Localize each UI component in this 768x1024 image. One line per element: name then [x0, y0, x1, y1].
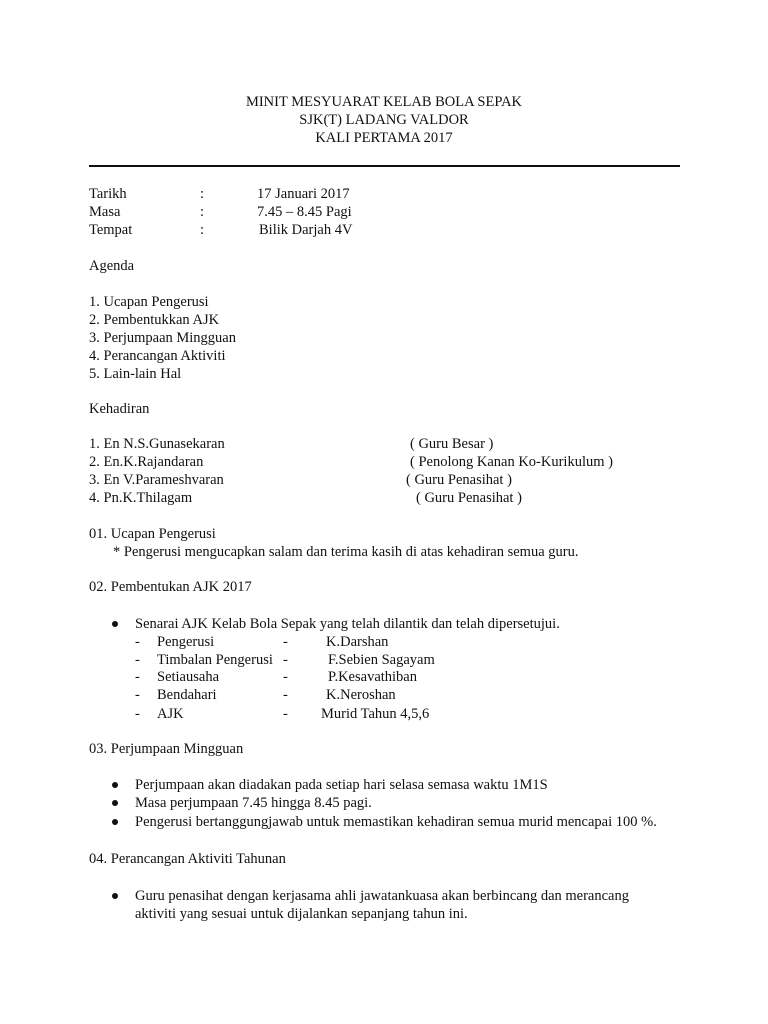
- info-sep-tarikh: :: [200, 186, 205, 202]
- info-value-tempat: Bilik Darjah 4V: [259, 222, 353, 238]
- member-role: AJK: [157, 706, 184, 722]
- attendee-role: ( Guru Besar ): [410, 436, 494, 452]
- info-value-masa: 7.45 – 8.45 Pagi: [257, 204, 352, 220]
- info-label-masa: Masa: [89, 204, 121, 220]
- member-sep: -: [283, 706, 288, 722]
- attendee-name: 1. En N.S.Gunasekaran: [89, 436, 225, 452]
- section-01-text: * Pengerusi mengucapkan salam dan terima kasih di atas kehadiran semua guru.: [113, 544, 579, 560]
- agenda-item: 5. Lain-lain Hal: [89, 366, 182, 382]
- section-04-bullet-line1: Guru penasihat dengan kerjasama ahli jawatankuasa akan berbincang dan merancang: [135, 888, 629, 904]
- section-04-bullet-line2: aktiviti yang sesuai untuk dijalankan sepanjang tahun ini.: [135, 906, 468, 922]
- info-sep-tempat: :: [200, 222, 205, 238]
- member-name: F.Sebien Sagayam: [328, 652, 435, 668]
- info-label-tempat: Tempat: [89, 222, 133, 238]
- section-01-heading: 01. Ucapan Pengerusi: [89, 526, 216, 542]
- member-role: Pengerusi: [157, 634, 215, 650]
- member-role: Setiausaha: [157, 669, 220, 685]
- member-role: Timbalan Pengerusi: [157, 652, 273, 668]
- attendee-role: ( Penolong Kanan Ko-Kurikulum ): [410, 454, 613, 470]
- member-dash: -: [135, 652, 140, 668]
- attendee-role: ( Guru Penasihat ): [406, 472, 512, 488]
- bullet-dot-icon: [112, 893, 118, 899]
- header-school: SJK(T) LADANG VALDOR: [299, 112, 469, 128]
- info-sep-masa: :: [200, 204, 205, 220]
- member-dash: -: [135, 634, 140, 650]
- bullet-dot-icon: [112, 800, 118, 806]
- member-name: P.Kesavathiban: [328, 669, 417, 685]
- attendee-name: 3. En V.Parameshvaran: [89, 472, 224, 488]
- attendee-name: 4. Pn.K.Thilagam: [89, 490, 193, 506]
- agenda-item: 3. Perjumpaan Mingguan: [89, 330, 236, 346]
- attendee-name: 2. En.K.Rajandaran: [89, 454, 204, 470]
- document-header: [0, 93, 768, 147]
- member-sep: -: [283, 669, 288, 685]
- bullet-dot-icon: [112, 621, 118, 627]
- section-02-heading: 02. Pembentukan AJK 2017: [89, 579, 252, 595]
- header-title: MINIT MESYUARAT KELAB BOLA SEPAK: [245, 94, 523, 110]
- section-03-heading: 03. Perjumpaan Mingguan: [89, 741, 244, 757]
- member-role: Bendahari: [157, 687, 217, 703]
- section-03-bullet: Pengerusi bertanggungjawab untuk memastikan kehadiran semua murid mencapai 100 %.: [135, 814, 657, 830]
- bullet-dot-icon: [112, 819, 118, 825]
- member-name: Murid Tahun 4,5,6: [321, 706, 430, 722]
- header-divider: [89, 165, 680, 167]
- member-sep: -: [283, 634, 288, 650]
- info-value-tarikh: 17 Januari 2017: [257, 186, 350, 202]
- member-dash: -: [135, 687, 140, 703]
- member-dash: -: [135, 706, 140, 722]
- section-02-bullet: Senarai AJK Kelab Bola Sepak yang telah dilantik dan telah dipersetujui.: [135, 616, 560, 632]
- member-dash: -: [135, 669, 140, 685]
- attendee-role: ( Guru Penasihat ): [416, 490, 522, 506]
- agenda-heading: Agenda: [89, 258, 135, 274]
- info-label-tarikh: Tarikh: [89, 186, 127, 202]
- header-session: KALI PERTAMA 2017: [315, 130, 453, 146]
- member-sep: -: [283, 687, 288, 703]
- section-03-bullet: Perjumpaan akan diadakan pada setiap hari selasa semasa waktu 1M1S: [135, 777, 548, 793]
- kehadiran-heading: Kehadiran: [89, 401, 150, 417]
- member-name: K.Neroshan: [326, 687, 396, 703]
- section-03-bullet: Masa perjumpaan 7.45 hingga 8.45 pagi.: [135, 795, 372, 811]
- member-sep: -: [283, 652, 288, 668]
- member-name: K.Darshan: [326, 634, 389, 650]
- agenda-item: 4. Perancangan Aktiviti: [89, 348, 226, 364]
- section-04-heading: 04. Perancangan Aktiviti Tahunan: [89, 851, 286, 867]
- agenda-item: 2. Pembentukkan AJK: [89, 312, 220, 328]
- bullet-dot-icon: [112, 782, 118, 788]
- agenda-item: 1. Ucapan Pengerusi: [89, 294, 209, 310]
